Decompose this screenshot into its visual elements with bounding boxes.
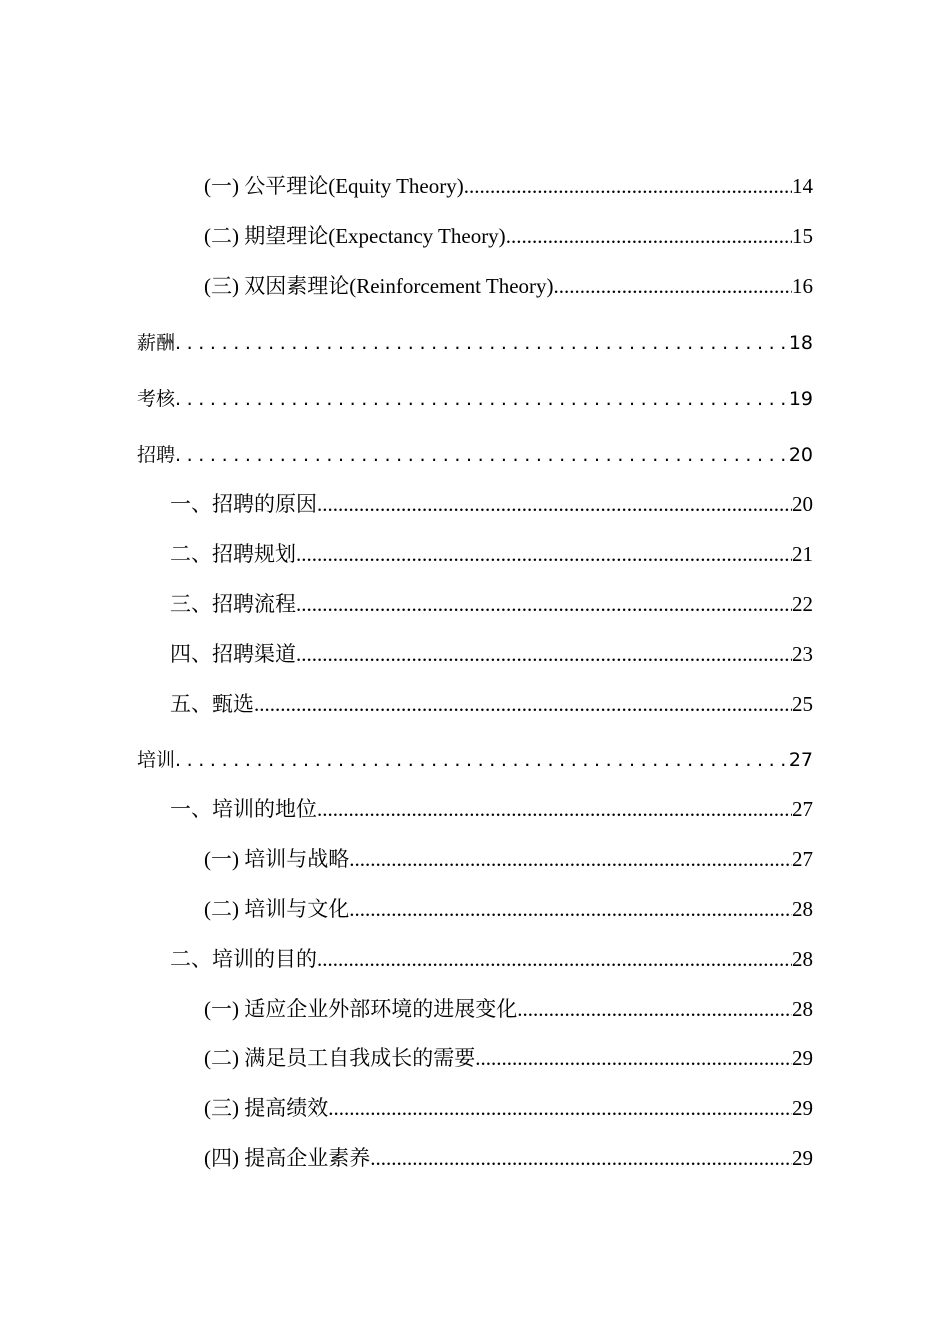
toc-page-number: 15 [792, 224, 813, 248]
toc-entry-title: 五、甄选 [170, 692, 254, 716]
toc-entry-title: (一) 公平理论(Equity Theory) [204, 174, 464, 198]
toc-entry-title: 培训 [137, 749, 176, 771]
toc-page-number: 23 [792, 642, 813, 666]
toc-entry[interactable] [204, 272, 813, 300]
toc-page-number: 28 [792, 897, 813, 921]
toc-dot-leader [296, 640, 792, 668]
toc-page-number: 19 [785, 385, 813, 413]
toc-dot-leader [175, 329, 785, 357]
toc-dot-leader [349, 845, 792, 873]
toc-page-number: 21 [792, 542, 813, 566]
toc-page-number: 28 [792, 947, 813, 971]
toc-entry-title: 一、招聘的原因 [170, 492, 317, 516]
toc-entry[interactable] [204, 1144, 813, 1172]
toc-entry[interactable] [170, 590, 813, 618]
toc-entry-title: (二) 满足员工自我成长的需要 [204, 1046, 476, 1070]
toc-page-number: 27 [792, 797, 813, 821]
toc-entry-title: (二) 期望理论(Expectancy Theory) [204, 224, 506, 248]
toc-entry[interactable] [204, 172, 813, 200]
toc-entry[interactable] [204, 1094, 813, 1122]
toc-dot-leader [175, 441, 785, 469]
toc-entry-title: (三) 提高绩效 [204, 1096, 329, 1120]
toc-dot-leader [317, 795, 792, 823]
toc-entry-title: 二、培训的目的 [170, 947, 317, 971]
toc-chapter-entry[interactable] [137, 441, 813, 469]
toc-entry-title: 二、招聘规划 [170, 542, 296, 566]
toc-dot-leader [475, 1044, 792, 1072]
toc-entry-title: (四) 提高企业素养 [204, 1146, 371, 1170]
toc-entry-title: (二) 培训与文化 [204, 897, 350, 921]
toc-page-number: 16 [792, 274, 813, 298]
toc-entry[interactable] [204, 222, 813, 250]
toc-entry-title: (一) 适应企业外部环境的进展变化 [204, 997, 518, 1021]
toc-page-number: 29 [792, 1096, 813, 1120]
toc-entry-title: 三、招聘流程 [170, 592, 296, 616]
toc-dot-leader [175, 746, 785, 774]
toc-chapter-entry[interactable] [137, 746, 813, 774]
toc-entry-title: (一) 培训与战略 [204, 847, 350, 871]
toc-entry-title: 考核 [137, 388, 176, 410]
toc-page-number: 28 [792, 997, 813, 1021]
toc-entry[interactable] [170, 690, 813, 718]
toc-entry[interactable] [204, 845, 813, 873]
toc-dot-leader [370, 1144, 792, 1172]
toc-dot-leader [175, 385, 785, 413]
toc-page-number: 29 [792, 1146, 813, 1170]
toc-page-number: 27 [792, 847, 813, 871]
toc-dot-leader [464, 172, 792, 200]
toc-dot-leader [317, 945, 792, 973]
toc-dot-leader [296, 540, 792, 568]
toc-entry[interactable] [204, 1044, 813, 1072]
toc-chapter-entry[interactable] [137, 329, 813, 357]
toc-dot-leader [317, 490, 792, 518]
toc-entry[interactable] [204, 895, 813, 923]
toc-entry[interactable] [170, 540, 813, 568]
toc-dot-leader [349, 895, 792, 923]
toc-dot-leader [254, 690, 792, 718]
toc-page-number: 29 [792, 1046, 813, 1070]
toc-page-number: 27 [785, 746, 813, 774]
toc-dot-leader [328, 1094, 792, 1122]
toc-page-number: 20 [792, 492, 813, 516]
toc-entry[interactable] [170, 795, 813, 823]
toc-page-number: 20 [785, 441, 813, 469]
toc-page-number: 22 [792, 592, 813, 616]
toc-entry-title: 四、招聘渠道 [170, 642, 296, 666]
toc-entry[interactable] [204, 995, 813, 1023]
toc-dot-leader [517, 995, 792, 1023]
toc-dot-leader [506, 222, 792, 250]
toc-entry-title: 招聘 [137, 444, 176, 466]
toc-chapter-entry[interactable] [137, 385, 813, 413]
toc-entry[interactable] [170, 945, 813, 973]
toc-page-number: 14 [792, 174, 813, 198]
toc-page-number: 18 [785, 329, 813, 357]
toc-entry-title: 一、培训的地位 [170, 797, 317, 821]
toc-page-number: 25 [792, 692, 813, 716]
toc-dot-leader [554, 272, 792, 300]
toc-entry-title: (三) 双因素理论(Reinforcement Theory) [204, 274, 554, 298]
toc-entry-title: 薪酬 [137, 332, 176, 354]
toc-dot-leader [296, 590, 792, 618]
toc-entry[interactable] [170, 640, 813, 668]
toc-entry[interactable] [170, 490, 813, 518]
